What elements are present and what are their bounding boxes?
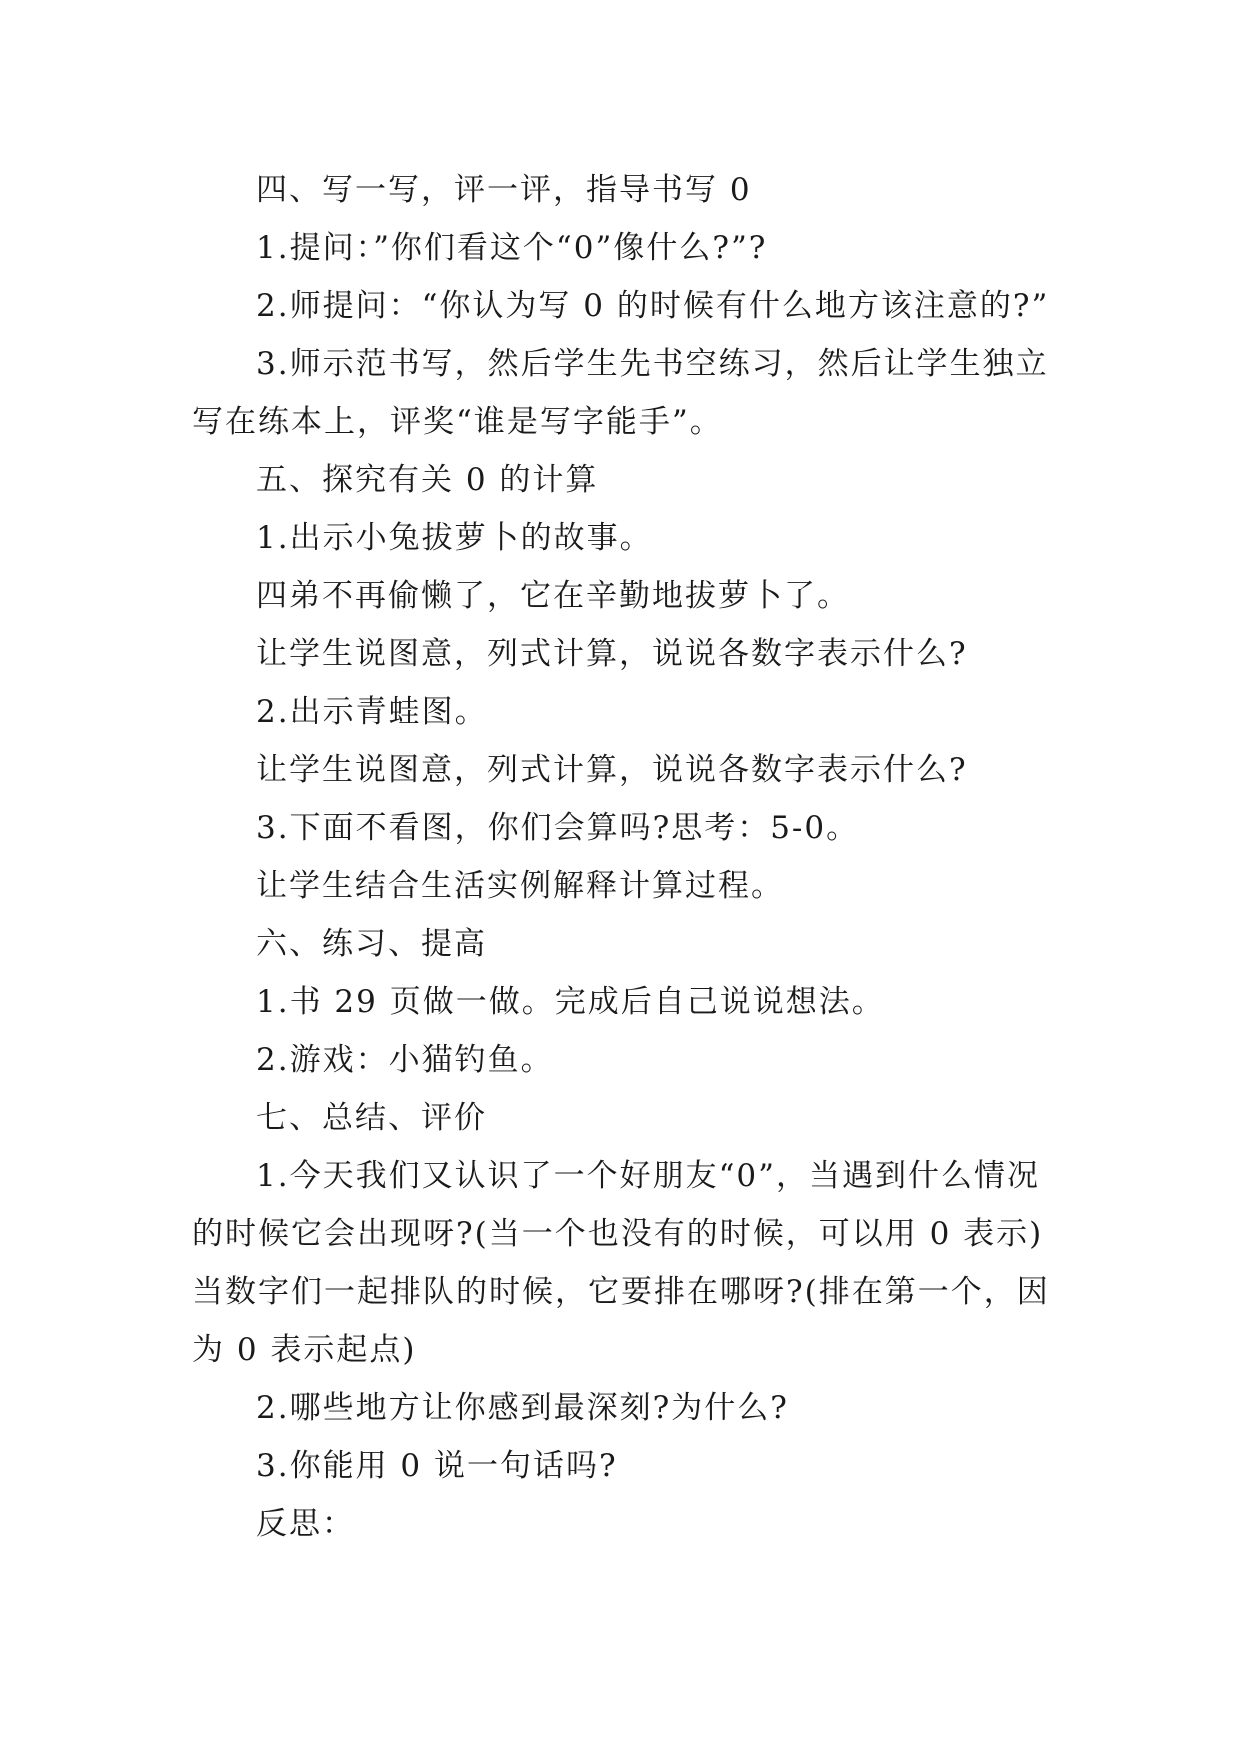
paragraph: 2.游戏：小猫钓鱼。 (256, 1042, 554, 1078)
paragraph: 2.师提问：“你认为写 0 的时候有什么地方该注意的?” (256, 288, 1050, 324)
paragraph: 2.出示青蛙图。 (256, 694, 488, 730)
paragraph: 1.提问：”你们看这个“0”像什么?”? (256, 230, 768, 266)
paragraph: 2.哪些地方让你感到最深刻?为什么? (256, 1390, 789, 1426)
section-heading: 六、练习、提高 (256, 926, 487, 962)
paragraph: 四弟不再偷懒了，它在辛勤地拔萝卜了。 (256, 578, 850, 614)
paragraph: 让学生结合生活实例解释计算过程。 (256, 868, 784, 904)
paragraph: 1.出示小兔拔萝卜的故事。 (256, 520, 653, 556)
paragraph: 1.今天我们又认识了一个好朋友“0”，当遇到什么情况的时候它会出现呀?(当一个也没有的时候，可以用 0 表示)当数字们一起排队的时候，它要排在哪呀?(排在第一个，因为 0 表示起点) (192, 1158, 1050, 1368)
paragraph: 3.下面不看图，你们会算吗?思考：5-0。 (256, 810, 860, 846)
paragraph: 让学生说图意，列式计算，说说各数字表示什么? (256, 636, 968, 672)
paragraph: 3.你能用 0 说一句话吗? (256, 1448, 618, 1484)
paragraph: 3.师示范书写，然后学生先书空练习，然后让学生独立写在练本上，评奖“谁是写字能手”。 (192, 346, 1049, 440)
paragraph: 1.书 29 页做一做。完成后自己说说想法。 (256, 984, 885, 1020)
document-body (192, 161, 1062, 1553)
section-heading: 七、总结、评价 (256, 1100, 487, 1136)
section-heading: 四、写一写，评一评，指导书写 0 (256, 172, 752, 208)
paragraph: 让学生说图意，列式计算，说说各数字表示什么? (256, 752, 968, 788)
section-heading: 五、探究有关 0 的计算 (256, 462, 599, 498)
paragraph: 反思： (256, 1506, 355, 1542)
